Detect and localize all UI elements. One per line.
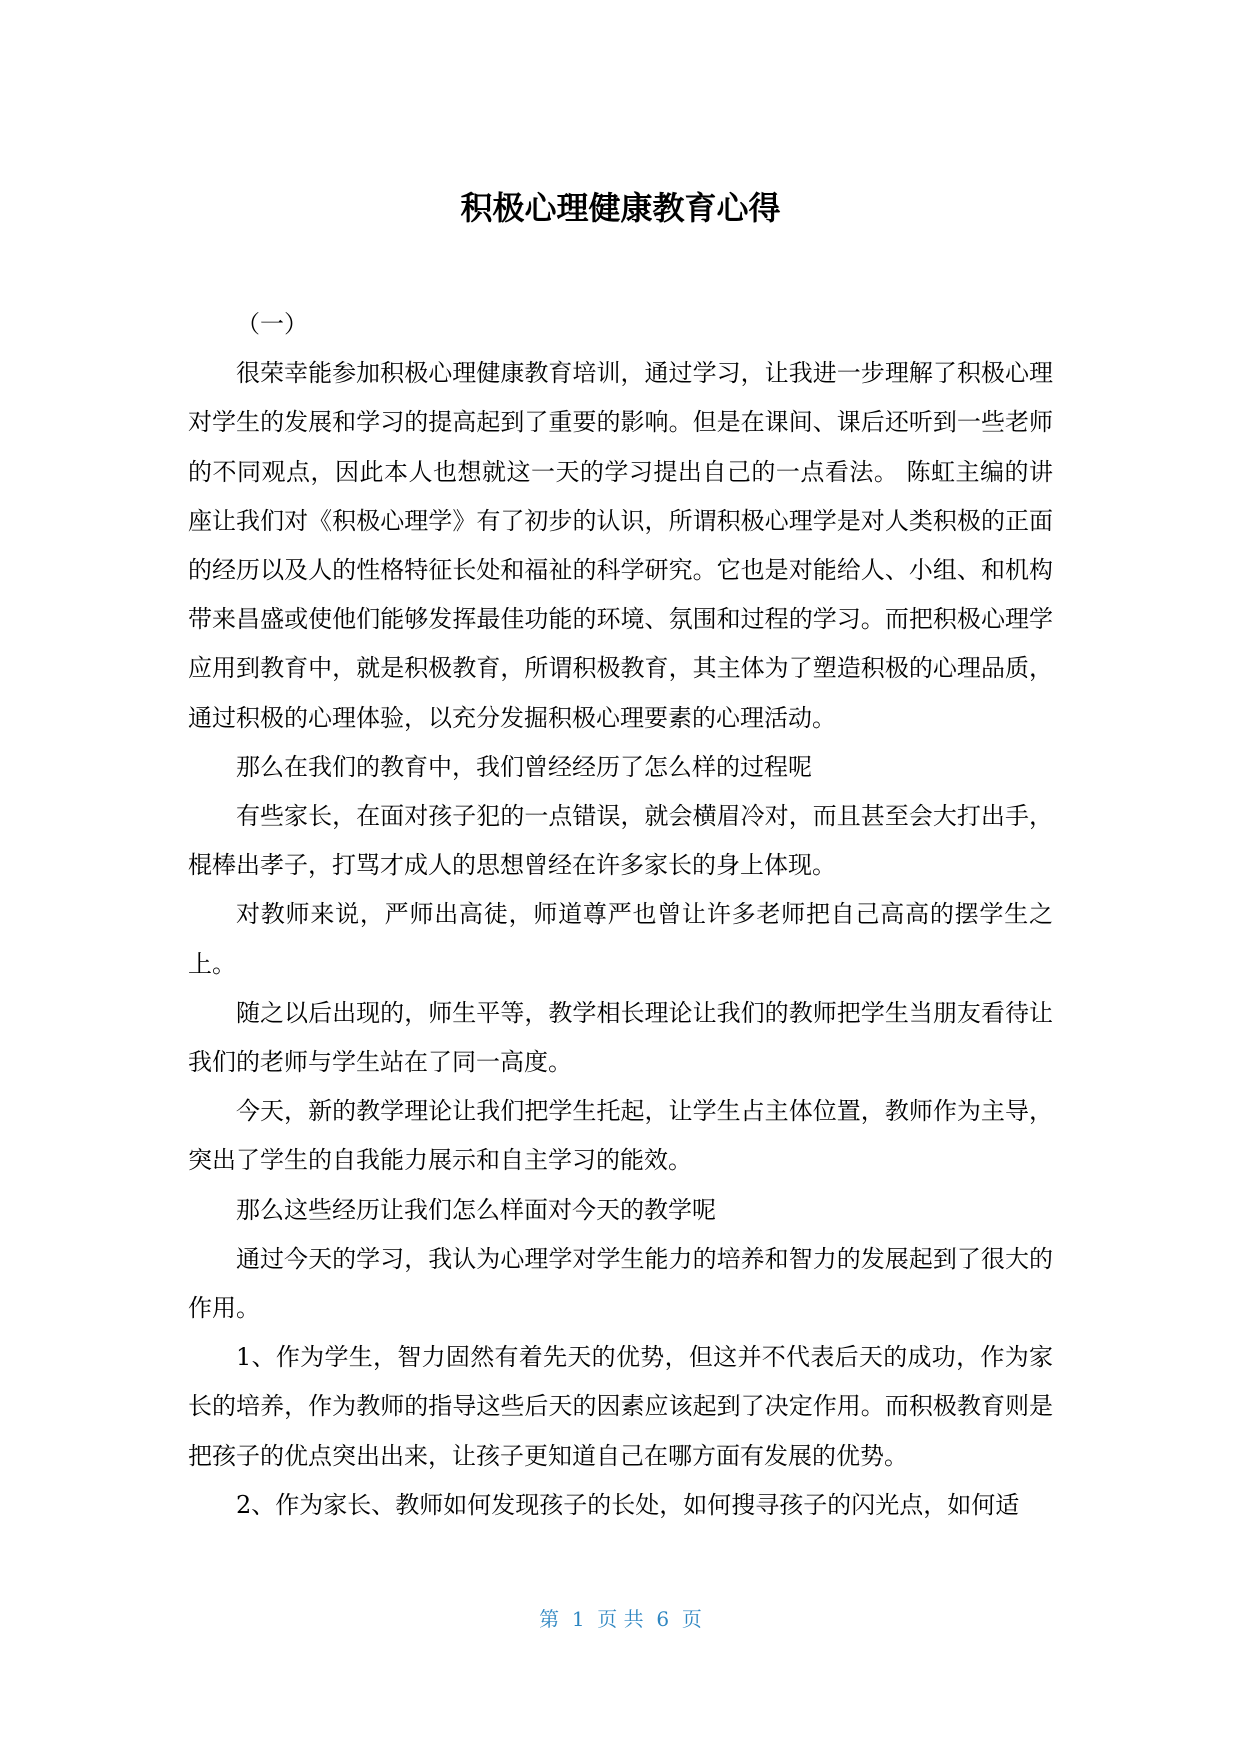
paragraph: 那么在我们的教育中，我们曾经经历了怎么样的过程呢: [236, 752, 812, 781]
list-item: 2、作为家长、教师如何发现孩子的长处，如何搜寻孩子的闪光点，如何适: [236, 1490, 1020, 1519]
paragraph: 那么这些经历让我们怎么样面对今天的教学呢: [236, 1195, 716, 1224]
paragraph: 随之以后出现的，师生平等，教学相长理论让我们的教师把学生当朋友看待让我们的老师与学生站在了同一高度。: [188, 998, 1053, 1077]
paragraph: 有些家长，在面对孩子犯的一点错误，就会横眉冷对，而且甚至会大打出手，棍棒出孝子，打骂才成人的思想曾经在许多家长的身上体现。: [188, 802, 1053, 880]
paragraph: 通过今天的学习，我认为心理学对学生能力的培养和智力的发展起到了很大的作用。: [188, 1244, 1053, 1323]
document-title: 积极心理健康教育心得: [460, 189, 781, 227]
section-marker: （一）: [236, 310, 308, 338]
paragraph: 今天，新的教学理论让我们把学生托起，让学生占主体位置，教师作为主导，突出了学生的自我能力展示和自主学习的能效。: [188, 1097, 1053, 1175]
paragraph: 对教师来说，严师出高徒，师道尊严也曾让许多老师把自己高高的摆学生之上。: [188, 900, 1053, 978]
paragraph: 很荣幸能参加积极心理健康教育培训，通过学习，让我进一步理解了积极心理对学生的发展和学习的提高起到了重要的影响。但是在课间、课后还听到一些老师的不同观点，因此本人也想就这一天的学习提出自己的一点看法。 陈虹主编的讲座让我们对《积极心理学》有了初步的认识，所谓积极心理学是对人类积极的正面的经历以及人的性格特征长处和福祉的科学研究。它也是对能给人、小组、和机构带来昌盛或使他们能够发挥最佳功能的环境、氛围和过程的学习。而把积极心理学应用到教育中，就是积极教育，所谓积极教育，其主体为了塑造积极的心理品质，通过积极的心理体验，以充分发掘积极心理要素的心理活动。: [188, 359, 1053, 732]
list-item: 1、作为学生，智力固然有着先天的优势，但这并不代表后天的成功，作为家长的培养，作为教师的指导这些后天的因素应该起到了决定作用。而积极教育则是把孩子的优点突出出来，让孩子更知道自己在哪方面有发展的优势。: [188, 1343, 1053, 1470]
document-body: [188, 300, 1053, 1530]
page-number-footer: 第 1 页 共 6 页: [539, 1607, 702, 1631]
